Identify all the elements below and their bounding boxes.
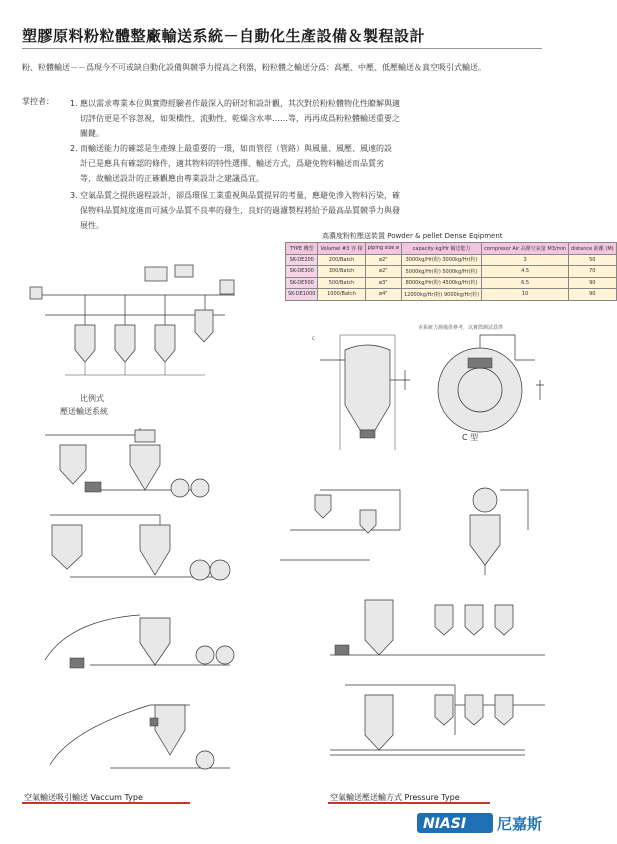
item-line: 應以需求專業本位與實際經驗者作最深入的研討和設計觀，其次對於粉粒體物化性瞭解與適 bbox=[80, 99, 400, 108]
table-cell: SK-DE1000 bbox=[286, 289, 318, 301]
page-title: 塑膠原料粉粒體整廠輸送系統－自動化生產設備＆製程設計 bbox=[22, 27, 426, 45]
title-divider bbox=[22, 48, 542, 49]
table-cell: 1000/Batch bbox=[318, 289, 365, 301]
column-header: compresor Air 高壓空氣量 M3/min bbox=[482, 243, 569, 255]
table-cell: 90 bbox=[569, 289, 617, 301]
table-cell: 12000kg/Hr(粉) 9000kg/Hr(粒) bbox=[402, 289, 482, 301]
spec-table bbox=[285, 242, 617, 301]
table-cell: 70 bbox=[569, 266, 617, 278]
table-cell: SK-DE300 bbox=[286, 266, 318, 278]
scale-system-caption: 壓送輸送系統 bbox=[60, 407, 108, 416]
logo-brand: NIASI bbox=[423, 816, 467, 832]
vacuum-diagram-1 bbox=[30, 420, 250, 505]
item-line: 計已是應具有確認的條件，適其物料的特性選擇、輸送方式，爲避免物料輸送而品質劣 bbox=[80, 159, 384, 168]
vacuum-type-caption: 空氣輸送吸引輸送 Vaccum Type bbox=[24, 793, 143, 802]
table-row bbox=[286, 254, 617, 266]
list-item bbox=[70, 188, 540, 233]
pressure-diagram-2 bbox=[325, 585, 555, 780]
table-cell: ø4" bbox=[365, 289, 401, 301]
table-cell: SK-DE500 bbox=[286, 277, 318, 289]
item-line: 關鍵。 bbox=[80, 129, 104, 138]
table-cell: 90 bbox=[569, 277, 617, 289]
table-cell: ø2" bbox=[365, 254, 401, 266]
logo-chinese: 尼嘉斯 bbox=[497, 815, 543, 833]
table-row bbox=[286, 289, 617, 301]
caption-underline bbox=[22, 802, 190, 804]
niasi-logo bbox=[417, 810, 557, 836]
table-cell: 3000kg/Hr(粉) 3000kg/Hr(粒) bbox=[402, 254, 482, 266]
column-header: distance 距離 (M) bbox=[569, 243, 617, 255]
table-row bbox=[286, 277, 617, 289]
column-header: capacity kg/Hr 輸送能力 bbox=[402, 243, 482, 255]
table-cell: 3 bbox=[482, 254, 569, 266]
system-schematic-diagram bbox=[25, 255, 250, 385]
pressure-diagram-1 bbox=[270, 470, 550, 580]
c-type-caption: C 型 bbox=[462, 433, 479, 442]
table-title: 高濃度粉粒壓送裝置 Powder & pellet Dense Eqipment bbox=[322, 232, 503, 240]
item-number: 3. bbox=[70, 191, 78, 200]
item-line: 切評估更是不容忽視，如架橋性、流動性、乾燥含水率……等，再再成爲粉粒體輸送重要之 bbox=[80, 114, 400, 123]
table-cell: ø2" bbox=[365, 266, 401, 278]
item-number: 2. bbox=[70, 144, 78, 153]
table-header-row bbox=[286, 243, 617, 255]
item-line: 空氣品質之提供過程設計，卻爲環保工業重視與品質提昇的考量，應避免滲入物料污染，確 bbox=[80, 191, 400, 200]
item-line: 等，故輸送設計的正確觀應由專業設計之建議爲宜。 bbox=[80, 174, 264, 183]
caption-underline bbox=[328, 802, 490, 804]
column-header: TYPE 機型 bbox=[286, 243, 318, 255]
item-line: 保物料品質純度進而可減少品質不良率的發生，良好的過濾製程將給予最高品質競爭力與發 bbox=[80, 206, 400, 215]
item-line: 展性。 bbox=[80, 221, 104, 230]
table-cell: 200/Batch bbox=[318, 254, 365, 266]
table-cell: 8000kg/Hr(粉) 4500kg/Hr(粒) bbox=[402, 277, 482, 289]
pressure-type-caption: 空氣輸送壓送輸方式 Pressure Type bbox=[330, 793, 460, 802]
table-row bbox=[286, 266, 617, 278]
table-cell: 10 bbox=[482, 289, 569, 301]
item-line: 而輸送能力的確認是生產線上最重要的一環，如而管徑（管路）與風量、風壓、風速的設 bbox=[80, 144, 392, 153]
table-cell: 5000kg/Hr(粉) 5000kg/Hr(粒) bbox=[402, 266, 482, 278]
table-cell: 300/Batch bbox=[318, 266, 365, 278]
table-cell: 50 bbox=[569, 254, 617, 266]
svg-text:C: C bbox=[312, 336, 315, 341]
vacuum-diagram-2 bbox=[30, 505, 250, 590]
vacuum-diagram-4 bbox=[30, 690, 250, 775]
table-note: 本系統力測備供參考，以實際測試爲準 bbox=[418, 325, 504, 331]
vacuum-diagram-3 bbox=[30, 600, 250, 675]
item-number: 1. bbox=[70, 99, 78, 108]
table-cell: ø3" bbox=[365, 277, 401, 289]
table-cell: 500/Batch bbox=[318, 277, 365, 289]
pressure-vessel-diagram bbox=[300, 330, 565, 460]
table-cell: 4.5 bbox=[482, 266, 569, 278]
main-label: 掌控者： bbox=[22, 97, 54, 106]
table-cell: 6.5 bbox=[482, 277, 569, 289]
list-item bbox=[70, 96, 540, 141]
list-item bbox=[70, 141, 540, 186]
table-cell: SK-DE200 bbox=[286, 254, 318, 266]
intro-paragraph: 粉、粒體輸送－－爲現今不可或缺自動化設備與競爭力提高之利器，粉粒體之輸送分爲：高壓、中壓、低壓輸送＆真空吸引式輸送。 bbox=[22, 63, 486, 72]
column-header: Volumel #3 容 積 bbox=[318, 243, 365, 255]
scale-system-caption: 比例式 bbox=[80, 394, 104, 403]
column-header: piping size ø bbox=[365, 243, 401, 255]
